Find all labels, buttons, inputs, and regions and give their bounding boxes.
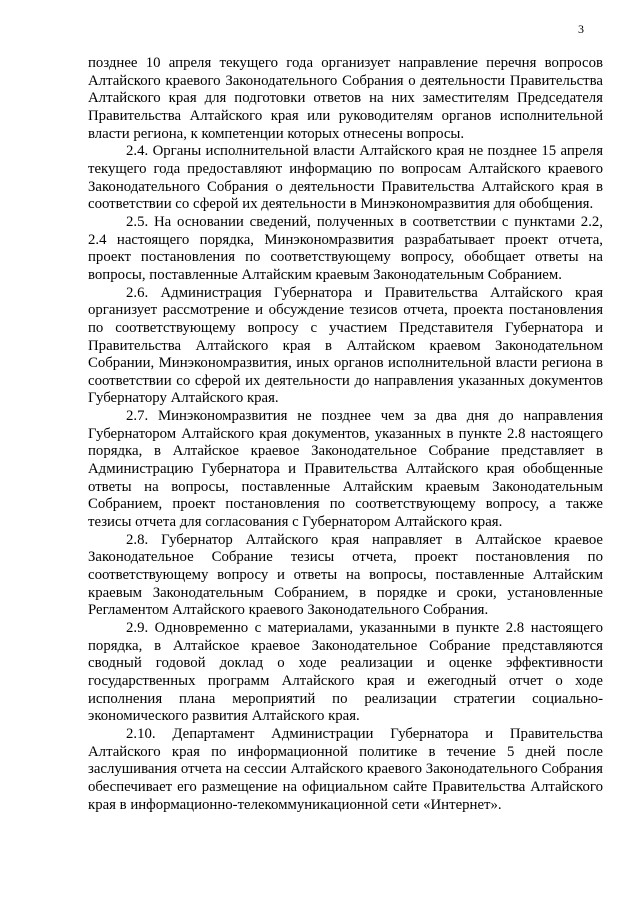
paragraph-2-8: 2.8. Губернатор Алтайского края направляет в Алтайское краевое Законодательное Собрание тезисы отчета, проект постановления по соответствующему вопросу и ответы на вопросы, поставленные Алтайским краевым Законодательным Собранием, в порядке и сроки, установленные Регламентом Алтайского краевого Законодательного Собрания. <box>88 531 603 619</box>
paragraph-2-7: 2.7. Минэкономразвития не позднее чем за два дня до направления Губернатором Алтайского края документов, указанных в пункте 2.8 настоящего порядка, в Алтайское краевое Законодательное Собрание представляет в Администрацию Губернатора и Правительства Алтайского края обобщенные ответы на вопросы, поставленные Алтайским краевым Законодательным Собранием, проект постановления по соответствующему вопросу, а также тезисы отчета для согласования с Губернатором Алтайского края. <box>88 408 603 531</box>
page-number: 3 <box>578 22 584 36</box>
paragraph-2-4: 2.4. Органы исполнительной власти Алтайского края не позднее 15 апреля текущего года предоставляют информацию по вопросам Алтайского краевого Законодательного Собрания о деятельности Правительства Алтайского края в соответствии со сферой их деятельности в Минэкономразвития для обобщения. <box>88 143 603 213</box>
document-body <box>88 55 603 814</box>
paragraph-2-6: 2.6. Администрация Губернатора и Правительства Алтайского края организует рассмотрение и обсуждение тезисов отчета, проекта постановления по соответствующему вопросу с участием Представителя Губернатора и Правительства Алтайского края в Алтайском краевом Законодательном Собрании, Минэкономразвития, иных органов исполнительной власти региона в соответствии со сферой их деятельности до направления указанных документов Губернатору Алтайского края. <box>88 284 603 407</box>
paragraph-2-10: 2.10. Департамент Администрации Губернатора и Правительства Алтайского края по информационной политике в течение 5 дней после заслушивания отчета на сессии Алтайского краевого Законодательного Собрания обеспечивает его размещение на официальном сайте Правительства Алтайского края в информационно-телекоммуникационной сети «Интернет». <box>88 725 603 813</box>
paragraph-2-9: 2.9. Одновременно с материалами, указанными в пункте 2.8 настоящего порядка, в Алтайское краевое Законодательное Собрание представляются сводный годовой доклад о ходе реализации и оценке эффективности государственных программ Алтайского края и ежегодный отчет о ходе исполнения плана мероприятий по реализации стратегии социально-экономического развития Алтайского края. <box>88 620 603 725</box>
paragraph-continuation: позднее 10 апреля текущего года организует направление перечня вопросов Алтайского краевого Законодательного Собрания о деятельности Правительства Алтайского края для подготовки ответов на них заместителям Председателя Правительства Алтайского края или руководителям органов исполнительной власти региона, к компетенции которых отнесены вопросы. <box>88 55 603 142</box>
paragraph-2-5: 2.5. На основании сведений, полученных в соответствии с пунктами 2.2, 2.4 настоящего порядка, Минэкономразвития разрабатывает проект отчета, проект постановления по соответствующему вопросу, обобщает ответы на вопросы, поставленные Алтайским краевым Законодательным Собранием. <box>88 213 603 283</box>
